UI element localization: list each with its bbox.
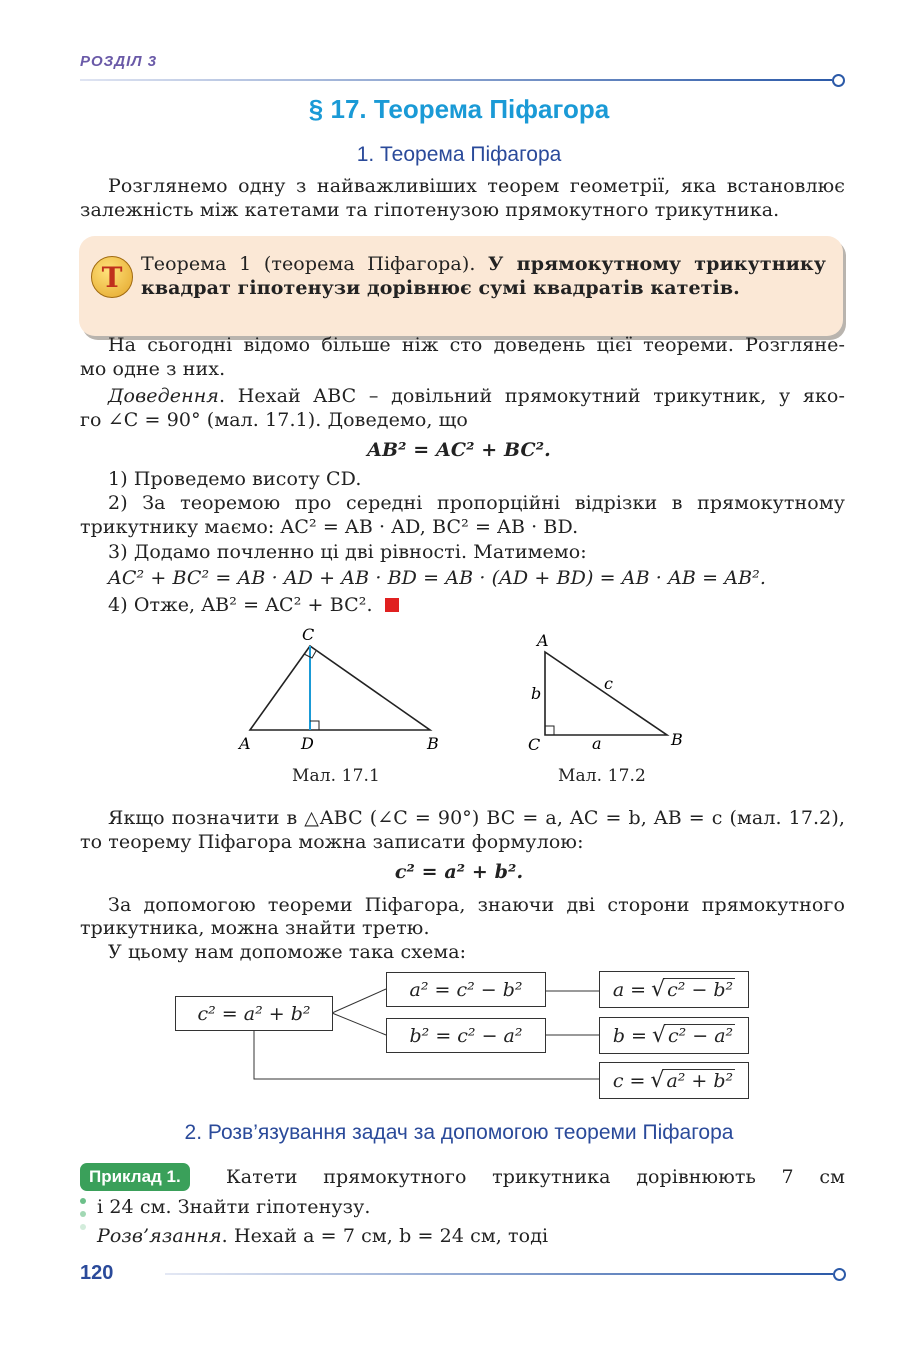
formula-c: c² = a² + b². (394, 861, 524, 883)
scheme-bot-mid-text: b² = c² − a² (409, 1024, 523, 1047)
example-dots-decoration (80, 1198, 86, 1248)
fig2-label-a-vertex: A (537, 631, 549, 650)
fig1-label-d: D (301, 734, 314, 753)
scheme-main-text: c² = a² + b² (197, 1002, 311, 1025)
help-line-3: У цьому нам допоможе така схема: (108, 941, 467, 963)
fig2-label-b-vertex: B (671, 730, 683, 749)
example-line-1: Катети прямокутного трикутника дорівнюють 7 см (226, 1166, 845, 1188)
fig1-caption: Мал. 17.1 (292, 766, 380, 786)
after-line-1: Якщо позначити в △ABC (∠C = 90°) BC = a, AC = b, AB = c (мал. 17.2), (108, 807, 845, 829)
proof-line-1-rest: . Нехай ABC – довільний прямокутний трикутник, у яко- (219, 385, 845, 407)
scheme-bot-mid-box (386, 1018, 546, 1053)
scheme-result-c-lhs: c = (612, 1069, 646, 1092)
scheme-result-a-box (599, 971, 749, 1008)
intro-line-1: Розглянемо одну з найважливіших теорем геометрії, яка встановлює (108, 175, 845, 197)
theorem-bold-2: квадрат гіпотенузи дорівнює сумі квадратів катетів. (141, 277, 740, 299)
scheme-result-b-rad: c² − a² (667, 1025, 734, 1047)
p1-line-2: мо одне з них. (80, 358, 226, 380)
scheme-result-b-lhs: b = (612, 1024, 647, 1047)
theorem-lead: Теорема 1 (теорема Піфагора). (141, 253, 476, 275)
theorem-badge-letter: Т (101, 260, 123, 294)
scheme-result-c-rad: a² + b² (666, 1070, 734, 1092)
proof-word: Доведення (108, 385, 219, 407)
footer-rule-end-circle (833, 1268, 846, 1281)
step-4-text: 4) Отже, AB² = AC² + BC². (108, 594, 373, 616)
help-line-2: трикутника, можна знайти третю. (80, 917, 430, 939)
fig2-label-a-side: a (592, 734, 602, 753)
example-line-2: і 24 см. Знайти гіпотенузу. (97, 1196, 371, 1218)
fig2-label-b-side: b (531, 684, 542, 703)
sqrt-sign-icon: √ (651, 977, 666, 1002)
scheme-top-mid-box (386, 972, 546, 1007)
fig2-caption: Мал. 17.2 (558, 766, 646, 786)
proof-line-2: го ∠C = 90° (мал. 17.1). Доведемо, що (80, 409, 468, 431)
example-badge: Приклад 1. (80, 1163, 190, 1191)
scheme-top-mid-text: a² = c² − b² (409, 978, 523, 1001)
sqrt-sign-icon: √ (650, 1068, 665, 1093)
step-2-line-1: 2) За теоремою про середні пропорційні відрізки в прямокутному (108, 492, 845, 514)
step-3-line-2: AC² + BC² = AB · AD + AB · BD = AB · (AD + BD) = AB · AB = AB². (108, 567, 766, 589)
scheme-result-c-box (599, 1062, 749, 1099)
scheme-result-b-box (599, 1017, 749, 1054)
step-2-line-2: трикутнику маємо: AC² = AB · AD, BC² = AB · BD. (80, 516, 579, 538)
help-line-1: За допомогою теореми Піфагора, знаючи дві сторони прямокутного (108, 894, 845, 916)
fig2-label-c-vertex: C (528, 735, 541, 754)
p1-line-1: На сьогодні відомо більше ніж сто доведень цієї теореми. Розгляне- (108, 334, 845, 356)
step-3-line-1: 3) Додамо почленно ці дві рівності. Матимемо: (108, 541, 587, 563)
scheme-result-a-rad: c² − b² (667, 979, 734, 1001)
fig1-label-c: C (302, 625, 315, 644)
scheme-main-box (175, 996, 333, 1031)
subsection-title-2: 2. Розв’язування задач за допомогою теореми Піфагора (184, 1121, 734, 1144)
fig1-label-a: A (239, 734, 251, 753)
footer-rule (165, 1273, 833, 1275)
fig2-label-c-side: c (604, 674, 613, 693)
main-formula: AB² = AC² + BC². (367, 439, 551, 461)
sqrt-sign-icon: √ (651, 1023, 666, 1048)
solution-word: Розв’язання (97, 1225, 222, 1247)
step-1: 1) Проведемо висоту CD. (108, 468, 362, 490)
after-line-2: то теорему Піфагора можна записати формулою: (80, 831, 584, 853)
paragraph-title: § 17. Теорема Піфагора (308, 94, 610, 124)
fig1-label-b: B (427, 734, 439, 753)
subsection-title-1: 1. Теорема Піфагора (356, 143, 562, 166)
example-solution-line (97, 1224, 548, 1249)
page-number: 120 (80, 1262, 114, 1284)
solution-rest: . Нехай a = 7 см, b = 24 см, тоді (221, 1225, 549, 1247)
section-label: РОЗДІЛ 3 (80, 53, 158, 70)
intro-line-2: залежність між катетами та гіпотенузою прямокутного трикутника. (80, 199, 780, 221)
scheme-result-a-lhs: a = (612, 978, 647, 1001)
theorem-bold-1: У прямокутному трикутнику (488, 253, 827, 275)
